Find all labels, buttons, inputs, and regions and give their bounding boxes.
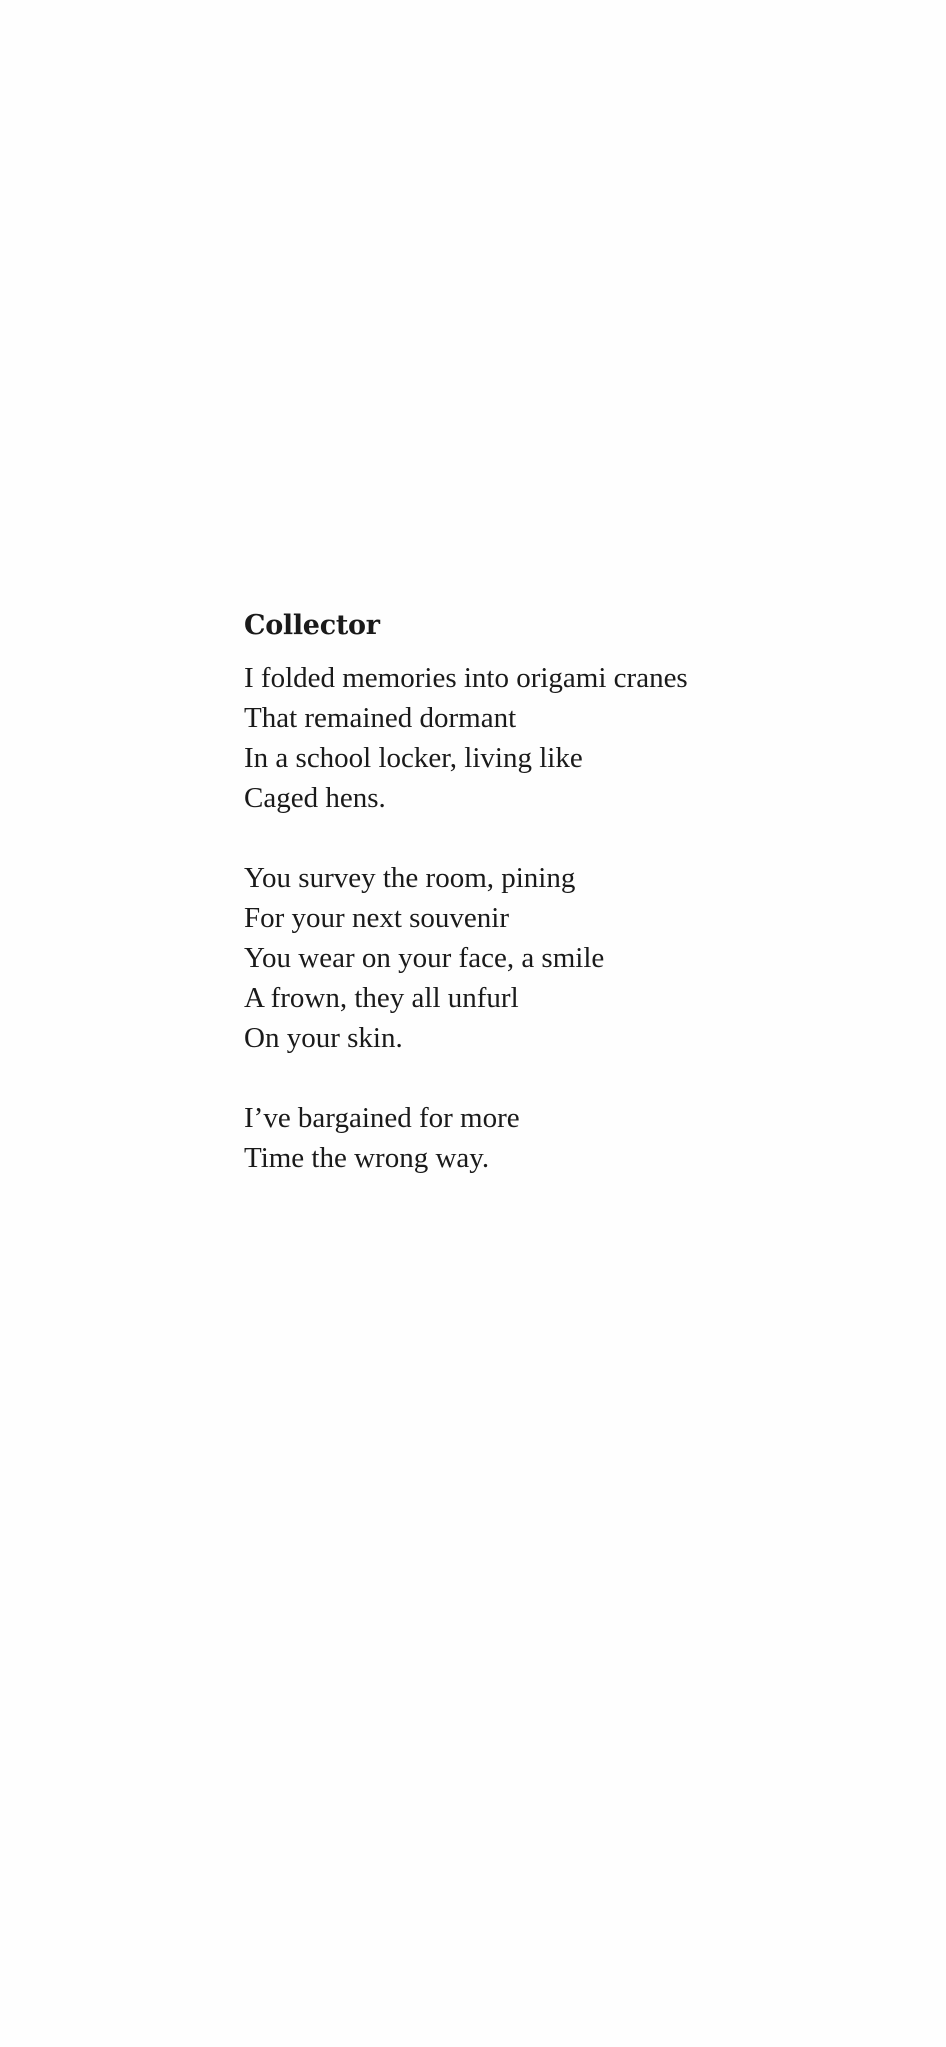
- poem-line: For your next souvenir: [244, 902, 509, 934]
- stanza-2: [244, 858, 884, 1058]
- poem-title: Collector: [244, 610, 380, 641]
- poem-line: I’ve bargained for more: [244, 1102, 520, 1134]
- poem-line: I folded memories into origami cranes: [244, 662, 688, 694]
- poem: [244, 606, 884, 1218]
- stanza-3: [244, 1098, 884, 1178]
- poem-line: That remained dormant: [244, 702, 517, 734]
- poem-line: A frown, they all unfurl: [244, 982, 519, 1014]
- poem-line: Caged hens.: [244, 782, 386, 814]
- poem-line: Time the wrong way.: [244, 1142, 490, 1174]
- poem-line: You wear on your face, a smile: [244, 942, 605, 974]
- poem-line: In a school locker, living like: [244, 742, 583, 774]
- stanza-1: [244, 658, 884, 818]
- poem-line: You survey the room, pining: [244, 862, 576, 894]
- poem-line: On your skin.: [244, 1022, 403, 1054]
